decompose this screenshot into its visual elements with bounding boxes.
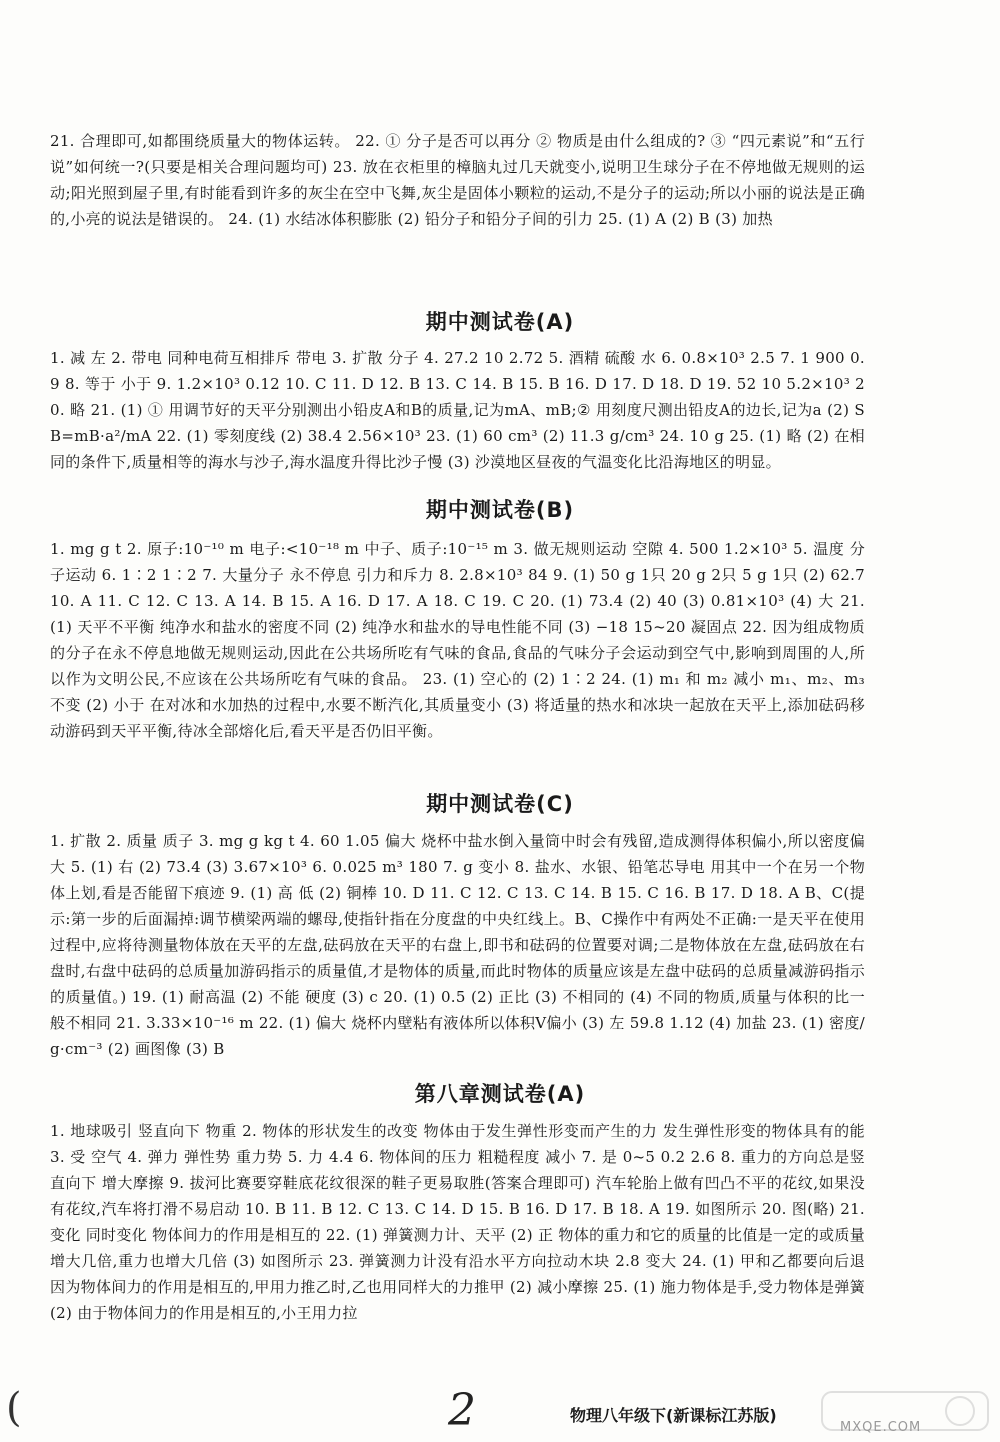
page-number: 2	[448, 1385, 476, 1436]
section-body-midterm-a: 1. 减 左 2. 带电 同种电荷互相排斥 带电 3. 扩散 分子 4. 27.2 10 2.72 5. 酒精 硫酸 水 6. 0.8×10³ 2.5 7. 1 900 0.9 8. 等于 小于 9. 1.2×10³ 0.12 10. C 11. D 12. B 13. C 14. B 15. B 16. D 17. D 18. D 19. 52 10 5.2×10³ 20. 略 21. (1) ① 用调节好的天平分别测出小铅皮A和B的质量,记为mA、mB;② 用刻度尺测出铅皮A的边长,记为a (2) SB=mB·a²/mA 22. (1) 零刻度线 (2) 38.4 2.56×10³ 23. (1) 60 cm³ (2) 11.3 g/cm³ 24. 10 g 25. (1) 略 (2) 在相同的条件下,质量相等的海水与沙子,海水温度升得比沙子慢 (3) 沙漠地区昼夜的气温变化比沿海地区的明显。	[50, 349, 865, 471]
section-body-midterm-c: 1. 扩散 2. 质量 质子 3. mg g kg t 4. 60 1.05 偏大 烧杯中盐水倒入量筒中时会有残留,造成测得体积偏小,所以密度偏大 5. (1) 右 (2) 73.4 (3) 3.67×10³ 6. 0.025 m³ 180 7. g 变小 8. 盐水、水银、铅笔芯导电 用其中一个在另一个物体上划,看是否能留下痕迹 9. (1) 高 低 (2) 铜棒 10. D 11. C 12. C 13. C 14. B 15. C 16. B 17. D 18. A B、C(提示:第一步的后面漏掉:调节横梁两端的螺母,使指针指在分度盘的中央红线上。B、C操作中有两处不正确:一是天平在使用过程中,应将待测量物体放在天平的左盘,砝码放在天平的右盘上,即书和砝码的位置要对调;二是物体放在左盘,砝码放在右盘时,右盘中砝码的总质量加游码指示的质量值,才是物体的质量,而此时物体的质量应该是左盘中砝码的总质量减游码指示的质量值。) 19. (1) 耐高温 (2) 不能 硬度 (3) c 20. (1) 0.5 (2) 正比 (3) 不相同的 (4) 不同的物质,质量与体积的比一般不相同 21. 3.33×10⁻¹⁶ m 22. (1) 偏大 烧杯内壁粘有液体所以体积V偏小 (3) 左 59.8 1.12 (4) 加盐 23. (1) 密度/g·cm⁻³ (2) 画图像 (3) B	[50, 832, 865, 1058]
margin-mark: (	[6, 1385, 22, 1431]
section-heading-midterm-c: 期中测试卷(C)	[426, 792, 574, 816]
book-label: 物理八年级下(新课标江苏版)	[570, 1406, 777, 1425]
section-body-midterm-b: 1. mg g t 2. 原子:10⁻¹⁰ m 电子:<10⁻¹⁸ m 中子、质子:10⁻¹⁵ m 3. 做无规则运动 空隙 4. 500 1.2×10³ 5. 温度 分子运动 6. 1∶2 1∶2 7. 大量分子 永不停息 引力和斥力 8. 2.8×10³ 84 9. (1) 50 g 1只 20 g 2只 5 g 1只 (2) 62.7 10. A 11. C 12. C 13. A 14. B 15. A 16. D 17. A 18. C 19. C 20. (1) 73.4 (2) 40 (3) 0.81×10³ (4) 大 21. (1) 天平不平衡 纯净水和盐水的密度不同 (2) 纯净水和盐水的导电性能不同 (3) −18 15~20 凝固点 22. 因为组成物质的分子在永不停息地做无规则运动,因此在公共场所吃有气味的食品,食品的气味分子会运动到空气中,影响到周围的人,所以作为文明公民,不应该在公共场所吃有气味的食品。 23. (1) 空心的 (2) 1∶2 24. (1) m₁ 和 m₂ 减小 m₁、m₂、m₃ 不变 (2) 小于 在对冰和水加热的过程中,水要不断汽化,其质量变小 (3) 将适量的热水和冰块一起放在天平上,添加砝码移动游码到天平平衡,待冰全部熔化后,看天平是否仍旧平衡。	[50, 540, 865, 740]
section-heading-midterm-a: 期中测试卷(A)	[425, 310, 575, 334]
section-heading-midterm-b: 期中测试卷(B)	[425, 498, 575, 522]
watermark-text: MXQE.COM	[840, 1420, 922, 1435]
section-heading-chapter8-a: 第八章测试卷(A)	[414, 1082, 586, 1106]
intro-answers: 21. 合理即可,如都围绕质量大的物体运转。 22. ① 分子是否可以再分 ② 物质是由什么组成的? ③ “四元素说”和“五行说”如何统一?(只要是相关合理问题均可) 23. 放在衣柜里的樟脑丸过几天就变小,说明卫生球分子在不停地做无规则的运动;阳光照到屋子里,有时能看到许多的灰尘在空中飞舞,灰尘是固体小颗粒的运动,不是分子的运动;所以小丽的说法是正确的,小亮的说法是错误的。 24. (1) 水结冰体积膨胀 (2) 铅分子和铅分子间的引力 25. (1) A (2) B (3) 加热	[50, 132, 865, 228]
section-body-chapter8-a: 1. 地球吸引 竖直向下 物重 2. 物体的形状发生的改变 物体由于发生弹性形变而产生的力 发生弹性形变的物体具有的能 3. 受 空气 4. 弹力 弹性势 重力势 5. 力 4.4 6. 物体间的压力 粗糙程度 减小 7. 是 0~5 0.2 2.6 8. 重力的方向总是竖直向下 增大摩擦 9. 拔河比赛要穿鞋底花纹很深的鞋子更易取胜(答案合理即可) 汽车轮胎上做有凹凸不平的花纹,如果没有花纹,汽车将打滑不易启动 10. B 11. B 12. C 13. C 14. D 15. B 16. D 17. B 18. A 19. 如图所示 20. 图(略) 21. 变化 同时变化 物体间力的作用是相互的 22. (1) 弹簧测力计、天平 (2) 正 物体的重力和它的质量的比值是一定的或质量增大几倍,重力也增大几倍 (3) 如图所示 23. 弹簧测力计没有沿水平方向拉动木块 2.8 变大 24. (1) 甲和乙都要向后退 因为物体间力的作用是相互的,甲用力推乙时,乙也用同样大的力推甲 (2) 减小摩擦 25. (1) 施力物体是手,受力物体是弹簧 (2) 由于物体间力的作用是相互的,小王用力拉	[50, 1122, 865, 1322]
